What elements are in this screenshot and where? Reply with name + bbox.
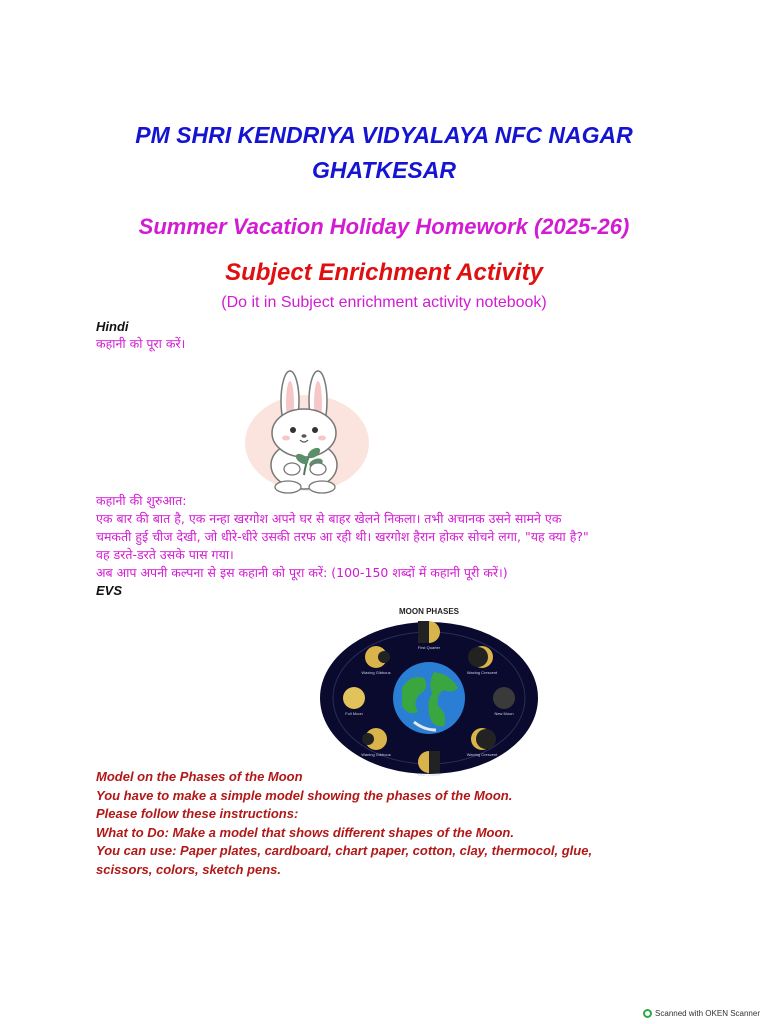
svg-text:Full Moon: Full Moon (345, 711, 363, 716)
scanner-text: Scanned with OKEN Scanner (655, 1009, 760, 1018)
story-start-label: कहानी की शुरुआत: (96, 493, 187, 508)
evs-line-3: Please follow these instructions: (96, 806, 299, 821)
svg-text:Waxing Gibbous: Waxing Gibbous (361, 670, 391, 675)
activity-title: Subject Enrichment Activity (225, 259, 543, 286)
evs-line-2: You have to make a simple model showing the phases of the Moon. (96, 788, 513, 803)
evs-line-4: What to Do: Make a model that shows different shapes of the Moon. (96, 825, 514, 840)
svg-text:Waxing Crescent: Waxing Crescent (466, 670, 498, 675)
svg-text:Waning Gibbous: Waning Gibbous (361, 752, 391, 757)
story-line-1: एक बार की बात है, एक नन्हा खरगोश अपने घर से बाहर खेलने निकला। तभी अचानक उसने सामने एक (96, 511, 562, 526)
evs-line-1: Model on the Phases of the Moon (96, 769, 303, 784)
scanner-watermark (643, 1009, 760, 1018)
moon-phases-diagram (318, 602, 540, 777)
story-task: अब आप अपनी कल्पना से इस कहानी को पूरा करें: (100-150 शब्दों में कहानी पूरी करें।) (96, 565, 508, 580)
hindi-instruction: कहानी को पूरा करें। (96, 336, 186, 351)
story-line-2: चमकती हुई चीज देखी, जो धीरे-धीरे उसकी तरफ आ रही थी। खरगोश हैरान होकर सोचने लगा, "यह क्या है?" (96, 529, 589, 544)
svg-text:Last Quarter: Last Quarter (417, 772, 441, 777)
school-name-line2: GHATKESAR (312, 157, 456, 183)
evs-subject-heading: EVS (96, 583, 123, 598)
notebook-note: (Do it in Subject enrichment activity notebook) (221, 294, 547, 311)
evs-line-5: You can use: Paper plates, cardboard, chart paper, cotton, clay, thermocol, glue, (96, 843, 593, 858)
svg-text:First Quarter: First Quarter (417, 645, 441, 650)
evs-line-6: scissors, colors, sketch pens. (96, 862, 281, 877)
moon-diagram-title: MOON PHASES (398, 607, 460, 616)
hindi-subject-heading: Hindi (96, 319, 129, 334)
scanner-logo-icon (643, 1009, 652, 1018)
svg-text:Waning Crescent: Waning Crescent (466, 752, 498, 757)
bunny-holding-plant-icon (232, 365, 382, 495)
story-line-3: वह डरते-डरते उसके पास गया। (96, 547, 234, 562)
homework-title: Summer Vacation Holiday Homework (2025-26) (138, 214, 630, 239)
school-name-line1: PM SHRI KENDRIYA VIDYALAYA NFC NAGAR (135, 122, 633, 148)
svg-text:New Moon: New Moon (494, 711, 514, 716)
